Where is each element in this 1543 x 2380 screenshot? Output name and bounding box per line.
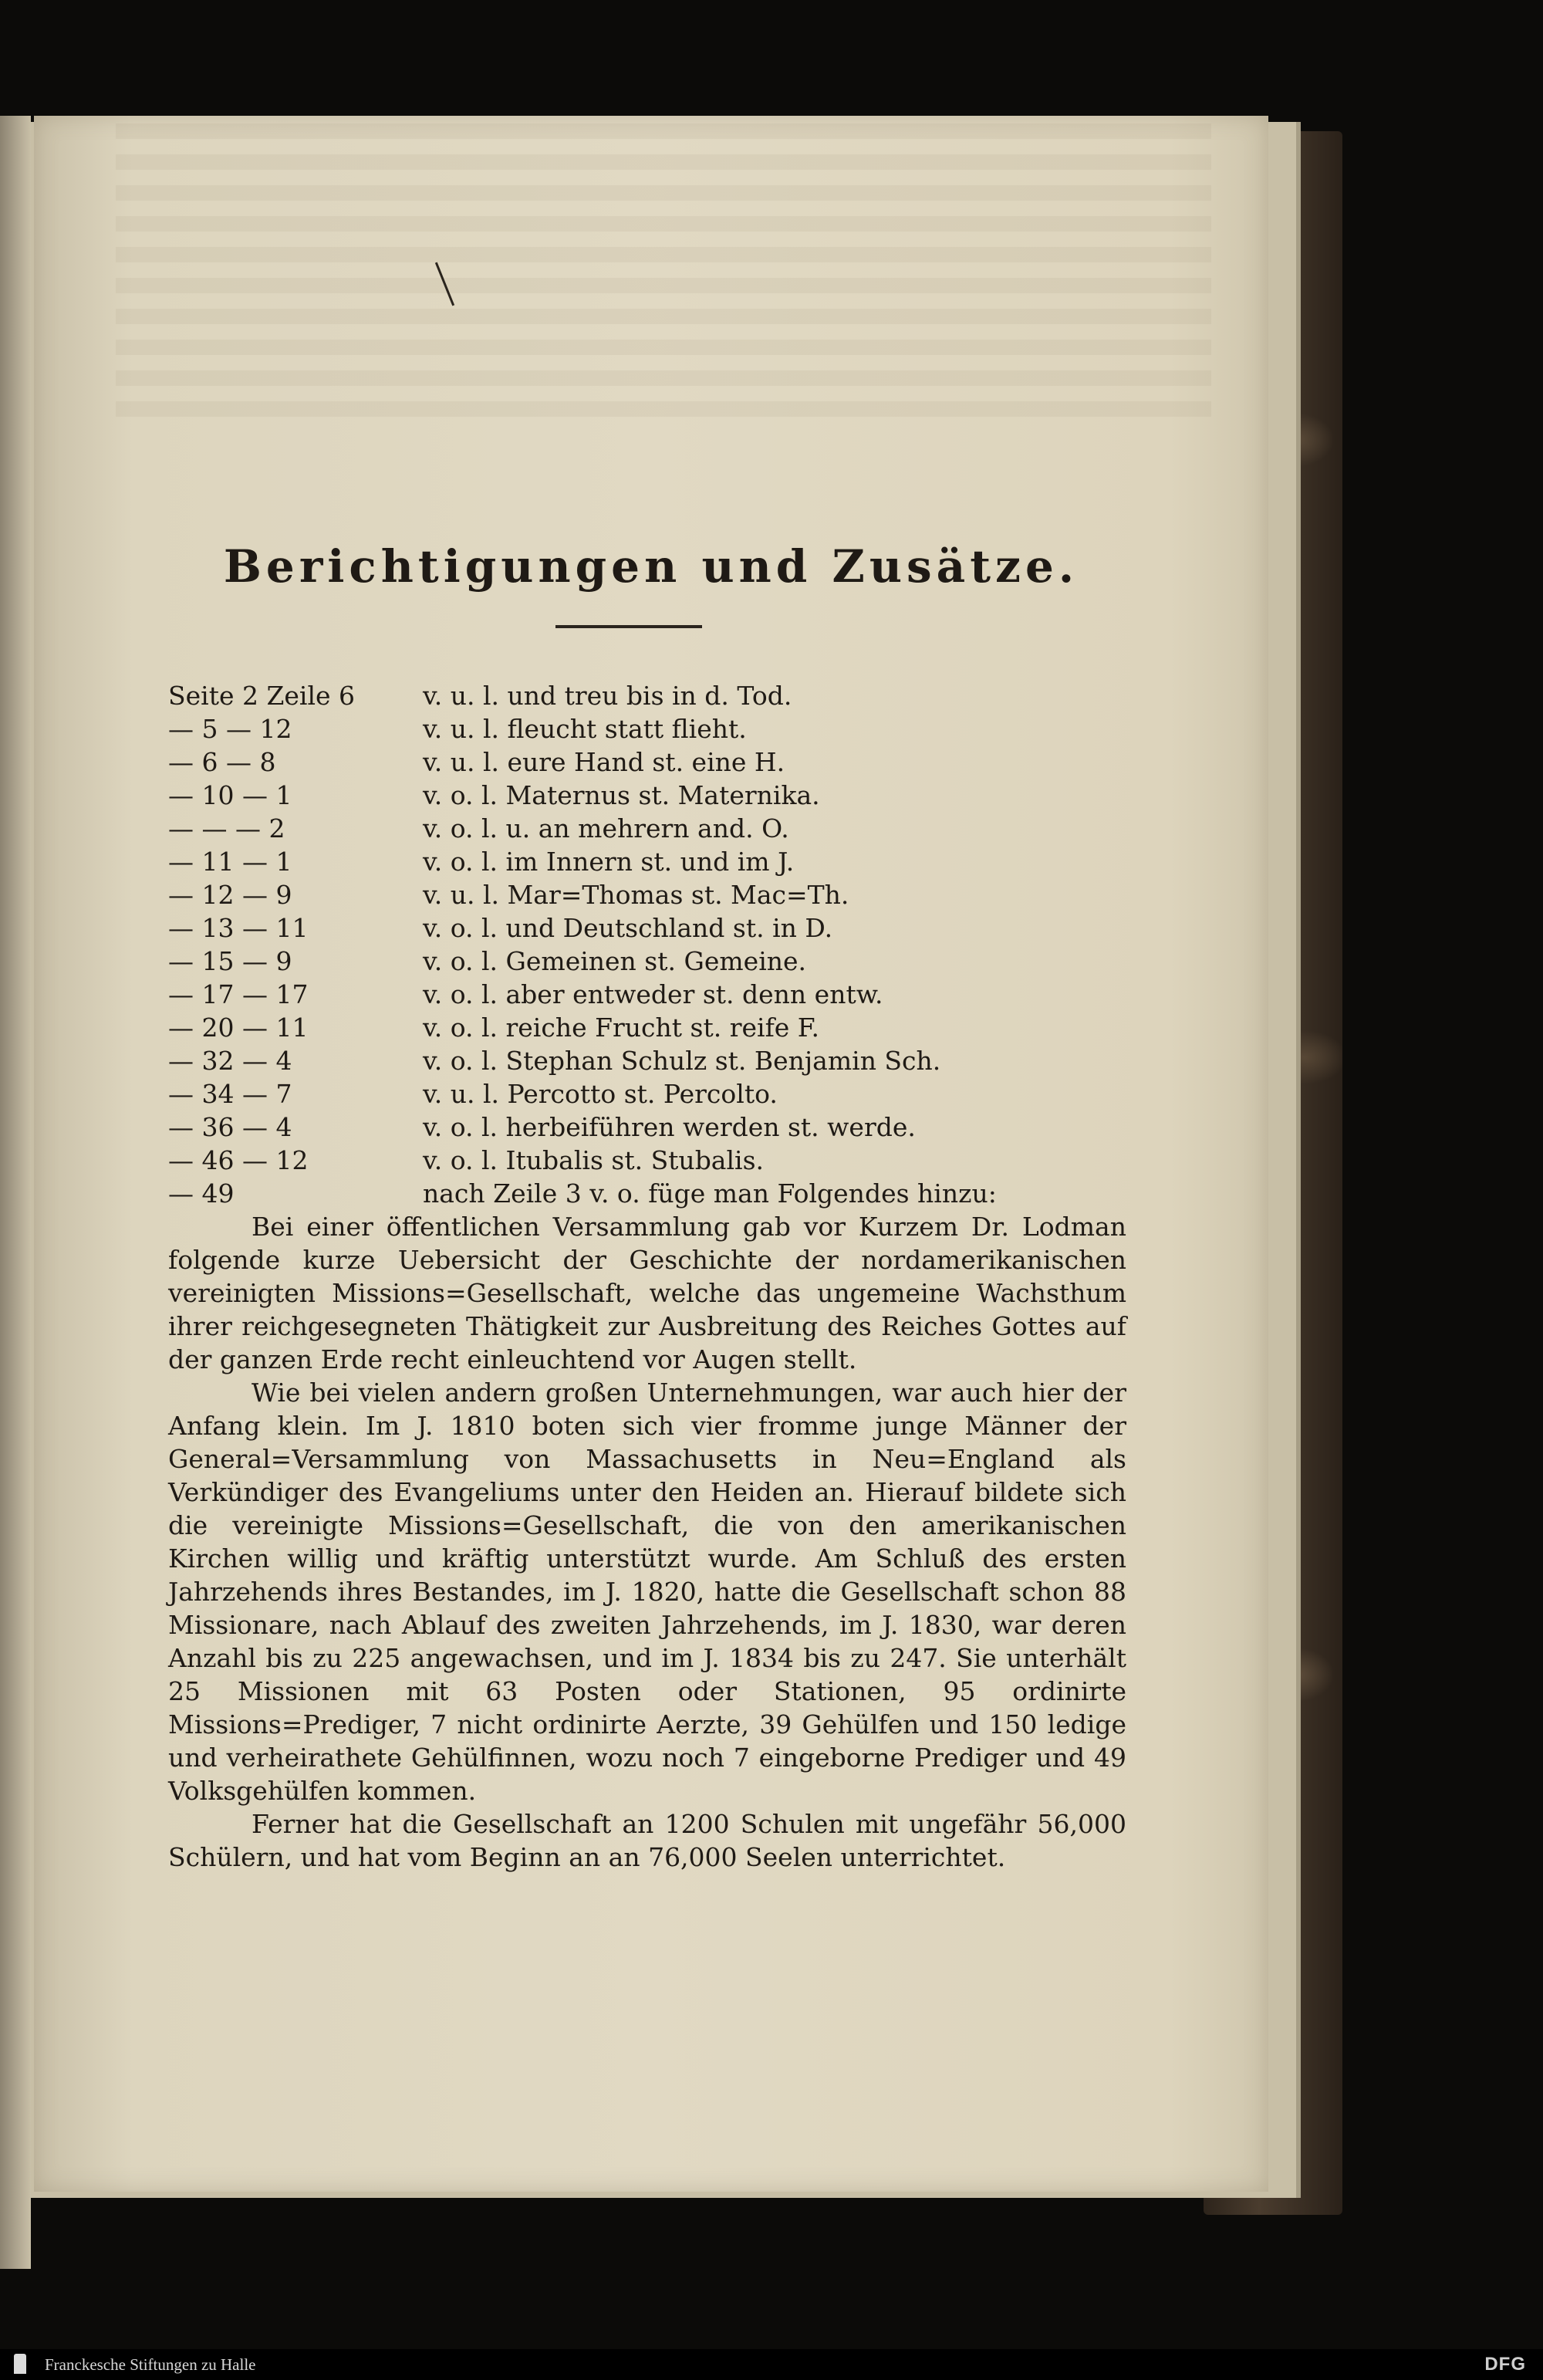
errata-text: v. u. l. Percotto st. Percolto. [423, 1079, 778, 1109]
errata-line [168, 812, 1126, 845]
errata-ref: Seite 2 Zeile 6 [168, 681, 356, 711]
errata-text: v. o. l. im Innern st. und im J. [423, 847, 795, 877]
errata-ref: — 12 — 9 [168, 880, 292, 910]
page-heading: Berichtigungen und Zusätze. [223, 540, 1079, 593]
errata-text: v. o. l. und Deutschland st. in D. [423, 913, 833, 943]
errata-ref: — 11 — 1 [168, 847, 292, 877]
errata-ref: — — — 2 [168, 813, 285, 843]
errata-text: v. o. l. aber entweder st. denn entw. [423, 979, 883, 1009]
errata-line [168, 1044, 1126, 1077]
errata-ref: — 34 — 7 [168, 1079, 292, 1109]
errata-text: v. u. l. fleucht statt flieht. [423, 714, 747, 744]
errata-ref: — 5 — 12 [168, 714, 292, 744]
errata-text: v. o. l. u. an mehrern and. O. [423, 813, 789, 843]
left-page-edge [0, 116, 31, 2269]
errata-ref: — 6 — 8 [168, 747, 276, 777]
errata-line [168, 1177, 1126, 1210]
errata-line [168, 845, 1126, 878]
errata-line [168, 1111, 1126, 1144]
errata-line [168, 679, 1126, 712]
errata-ref: — 32 — 4 [168, 1046, 292, 1076]
errata-line [168, 911, 1126, 945]
body-paragraph-1: Bei einer öffentlichen Versammlung gab vor Kurzem Dr. Lodman folgende kurze Uebersicht der Geschichte der nordamerikanischen vereinigten Missions=Gesellschaft, welche das ungemeine Wachsthum ihrer reichgesegneten Thätigkeit zur Ausbreitung des Reiches Gottes auf der ganzen Erde recht einleuchtend vor Augen stellt. [168, 1212, 1126, 1374]
errata-text: v. o. l. Itubalis st. Stubalis. [423, 1145, 765, 1175]
body-paragraph-3: Ferner hat die Gesellschaft an 1200 Schulen mit ungefähr 56,000 Schülern, und hat vom Beginn an an 76,000 Seelen unterrichtet. [168, 1809, 1126, 1872]
institution-name: Franckesche Stiftungen zu Halle [45, 2355, 256, 2374]
errata-ref: — 17 — 17 [168, 979, 309, 1009]
errata-ref: — 49 [168, 1178, 235, 1209]
errata-text: nach Zeile 3 v. o. füge man Folgendes hinzu: [423, 1178, 997, 1209]
errata-line [168, 1011, 1126, 1044]
heading-rule [555, 625, 702, 628]
errata-ref: — 46 — 12 [168, 1145, 309, 1175]
errata-text: v. u. l. und treu bis in d. Tod. [423, 681, 792, 711]
errata-text: v. o. l. Maternus st. Maternika. [423, 780, 820, 810]
errata-line [168, 779, 1126, 812]
errata-text: v. o. l. Gemeinen st. Gemeine. [423, 946, 807, 976]
errata-text: v. o. l. Stephan Schulz st. Benjamin Sch. [423, 1046, 941, 1076]
errata-line [168, 1144, 1126, 1177]
dfg-logo: DFG [1484, 2354, 1526, 2375]
errata-line [168, 978, 1126, 1011]
page-content [168, 679, 1126, 1874]
errata-ref: — 10 — 1 [168, 780, 292, 810]
errata-text: v. o. l. reiche Frucht st. reife F. [423, 1013, 820, 1043]
viewer-footer [0, 2349, 1543, 2380]
errata-text: v. u. l. Mar=Thomas st. Mac=Th. [423, 880, 849, 910]
errata-text: v. o. l. herbeiführen werden st. werde. [423, 1112, 916, 1142]
errata-ref: — 36 — 4 [168, 1112, 292, 1142]
errata-list [168, 679, 1126, 1210]
errata-line [168, 745, 1126, 779]
errata-ref: — 15 — 9 [168, 946, 292, 976]
errata-line [168, 1077, 1126, 1111]
errata-line [168, 945, 1126, 978]
errata-line [168, 878, 1126, 911]
body-paragraph-2: Wie bei vielen andern großen Unternehmungen, war auch hier der Anfang klein. Im J. 1810 boten sich vier fromme junge Männer der General=Versammlung von Massachusetts in Neu=England als Verkündiger des Evangeliums unter den Heiden an. Hierauf bildete sich die vereinigte Missions=Gesellschaft, die von den amerikanischen Kirchen willig und kräftig unterstützt wurde. Am Schluß des ersten Jahrzehends ihres Bestandes, im J. 1820, hatte die Gesellschaft schon 88 Missionare, nach Ablauf des zweiten Jahrzehends, im J. 1830, war deren Anzahl bis zu 225 angewachsen, und im J. 1834 bis zu 247. Sie unterhält 25 Missionen mit 63 Posten oder Stationen, 95 ordinirte Missions=Prediger, 7 nicht ordinirte Aerzte, 39 Gehülfen und 150 ledige und verheirathete Gehülfinnen, wozu noch 7 eingeborne Prediger und 49 Volksgehülfen kommen. [168, 1378, 1126, 1806]
errata-ref: — 13 — 11 [168, 913, 309, 943]
errata-line [168, 712, 1126, 745]
errata-text: v. u. l. eure Hand st. eine H. [423, 747, 785, 777]
errata-ref: — 20 — 11 [168, 1013, 309, 1043]
institution-logo-icon [14, 2354, 26, 2374]
